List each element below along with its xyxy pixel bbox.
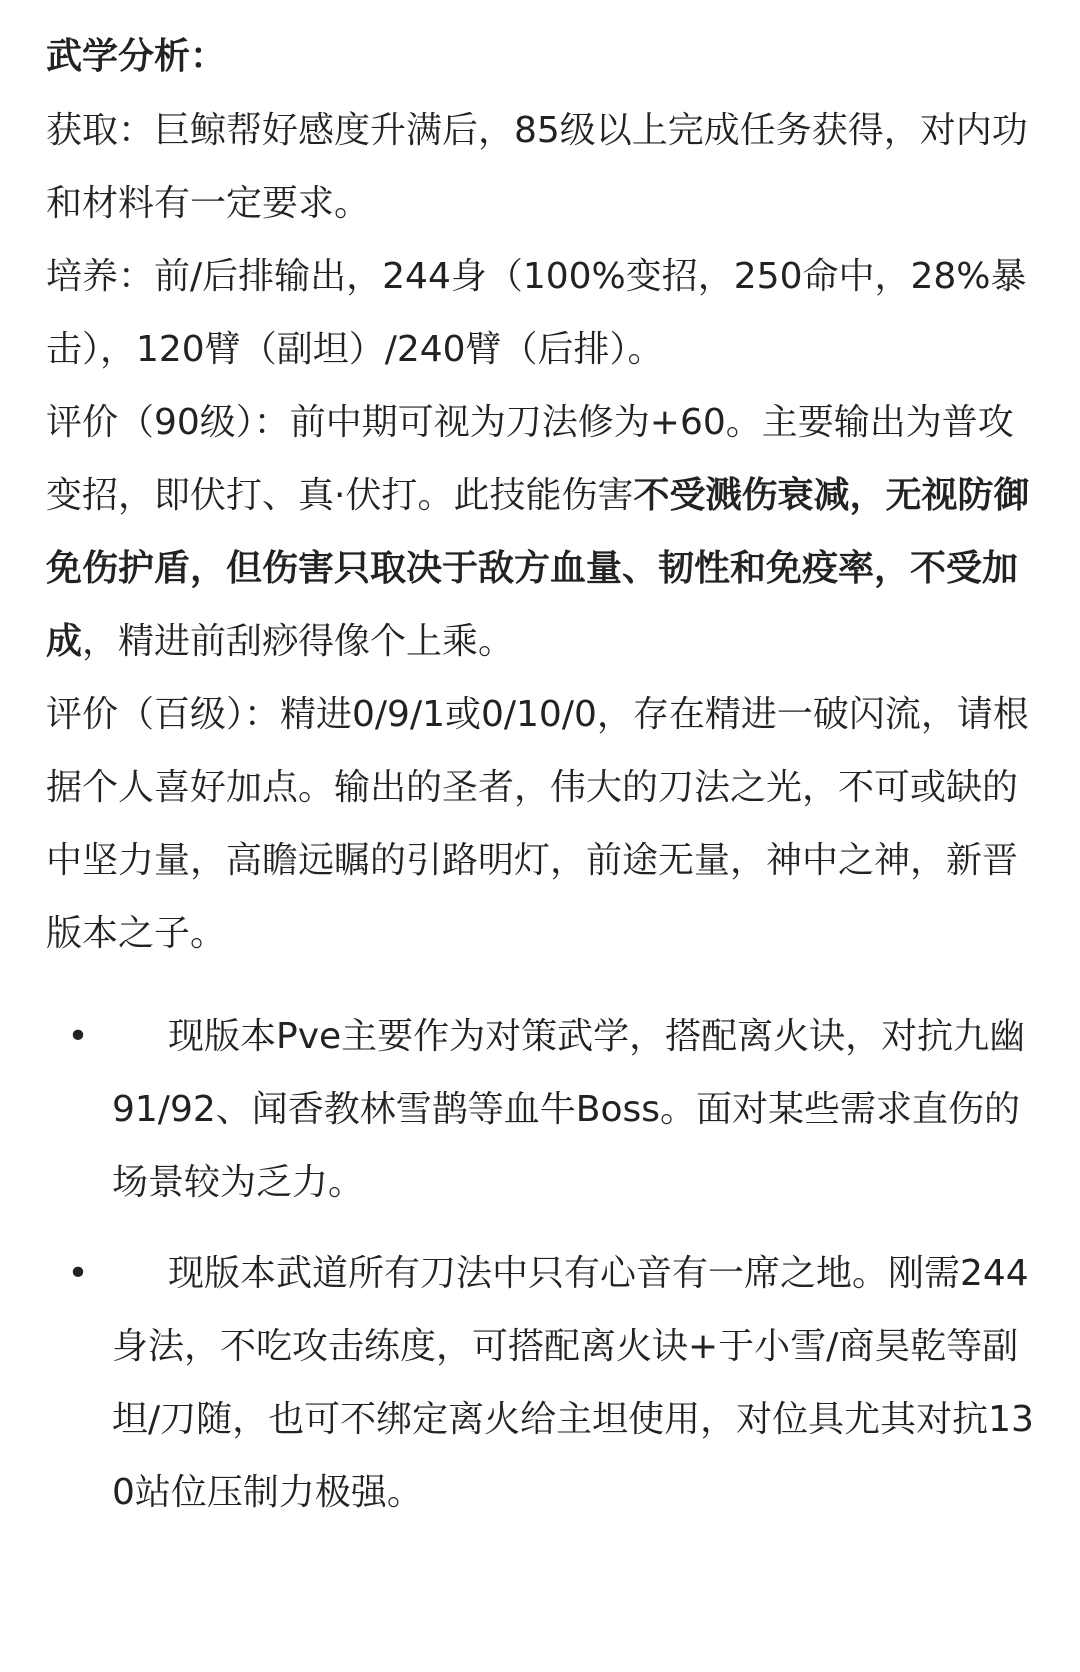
eval100-paragraph: 评价（百级）：精进0/9/1或0/10/0，存在精进一破闪流，请根据个人喜好加点。输出的圣者，伟大的刀法之光，不可或缺的中坚力量，高瞻远瞩的引路明灯，前途无量，神中之神，新晋版本之子。 [46,694,1029,954]
list-item [67,1237,1036,1529]
eval90-text-post: ，精进前刮痧得像个上乘。 [82,621,515,662]
acquire-paragraph: 获取：巨鲸帮好感度升满后，85级以上完成任务获得，对内功和材料有一定要求。 [46,110,1028,224]
bullet-list [46,1000,1036,1529]
article [46,28,1036,1547]
bullet-dot-icon: • [67,1253,89,1294]
train-paragraph: 培养：前/后排输出，244身（100%变招，250命中，28%暴击），120臂（副坦）/240臂（后排）。 [46,256,1027,370]
eval90-bold-text: 不受溅伤衰减，无视防御免伤护盾，但伤害只取决于敌方血量、韧性和免疫率，不受加成 [46,475,1030,662]
eval90-paragraph [46,386,1036,678]
eval90-text-pre: 评价（90级）：前中期可视为刀法修为+60。主要输出为普攻变招，即伏打、真·伏打。此技能伤害 [46,402,1014,516]
section-heading: 武学分析： [46,36,227,77]
list-item [67,1000,1036,1219]
bullet-dot-icon: • [67,1016,89,1057]
list-item-text: 现版本武道所有刀法中只有心音有一席之地。刚需244身法，不吃攻击练度，可搭配离火诀+于小雪/商昊乾等副坦/刀随，也可不绑定离火给主坦使用，对位具尤其对抗130站位压制力极强。 [112,1253,1034,1513]
list-item-text: 现版本Pve主要作为对策武学，搭配离火诀，对抗九幽91/92、闻香教林雪鹊等血牛Boss。面对某些需求直伤的场景较为乏力。 [112,1016,1026,1203]
